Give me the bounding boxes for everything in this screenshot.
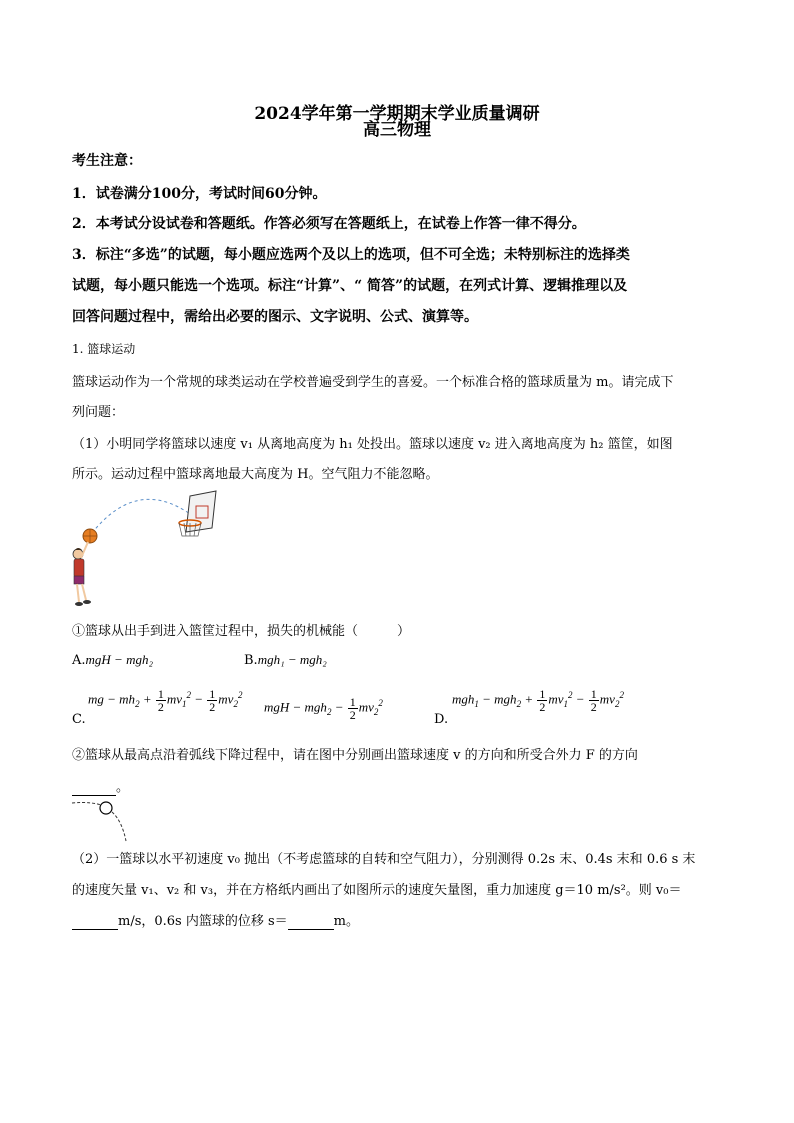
- part-1-line-2: 所示。运动过程中篮球离地最大高度为 H。空气阻力不能忽略。: [72, 467, 439, 482]
- notice-item-3-line-2: 试题，每小题只能选一个选项。标注“计算”、“ 简答”的试题，在列式计算、逻辑推理以及: [72, 278, 628, 294]
- player-jersey: [74, 559, 84, 577]
- answer-period: 。: [116, 780, 130, 795]
- part-2-line-2: 的速度矢量 v₁、v₂ 和 v₃，并在方格纸内画出了如图所示的速度矢量图，重力加速度 g＝10 m/s²。则 v₀＝: [72, 883, 682, 898]
- answer-line-direction[interactable]: [72, 776, 129, 796]
- page-subtitle: 高三物理: [363, 120, 431, 140]
- option-b[interactable]: [244, 652, 327, 668]
- notice-item-3-line-1: 3．标注“多选”的试题，每小题应选两个及以上的选项，但不可全选；未特别标注的选择类: [72, 247, 630, 263]
- option-d-label[interactable]: D.: [434, 712, 449, 727]
- question-1-intro-line-2: 列问题：: [72, 405, 125, 420]
- notice-heading: 考生注意：: [72, 153, 142, 169]
- ball-trajectory: [92, 499, 198, 533]
- notice-item-2: 2．本考试分设试卷和答题纸。作答必须写在答题纸上，在试卷上作答一律不得分。: [72, 216, 586, 232]
- notice-item-3-line-3: 回答问题过程中，需给出必要的图示、文字说明、公式、演算等。: [72, 309, 478, 325]
- option-a[interactable]: [72, 652, 153, 668]
- option-b-formula: mgh₁ − mgh₂: [257, 652, 327, 667]
- basketball-shot-figure: [70, 488, 230, 613]
- part-2-line-1: （2）一篮球以水平初速度 v₀ 抛出（不考虑篮球的自转和空气阻力），分别测得 0.2s 末、0.4s 末和 0.6 s 末: [72, 852, 696, 867]
- notice-item-1: 1．试卷满分100分，考试时间60分钟。: [72, 186, 327, 202]
- option-a-label: A.: [72, 653, 86, 668]
- sub-question-2: ②篮球从最高点沿着弧线下降过程中，请在图中分别画出篮球速度 v 的方向和所受合外力 F 的方向: [72, 748, 638, 763]
- v0-answer-blank[interactable]: [72, 914, 118, 930]
- part-2-line-3-text-b: m。: [333, 914, 359, 929]
- option-a-formula: mgH − mgh₂: [85, 652, 153, 667]
- question-1-heading: 1. 篮球运动: [72, 342, 136, 356]
- question-1-intro-line-1: 篮球运动作为一个常规的球类运动在学校普遍受到学生的喜爱。一个标准合格的篮球质量为 m。请完成下: [72, 375, 674, 390]
- part-2-line-3: [72, 910, 359, 930]
- displacement-answer-blank[interactable]: [288, 914, 334, 930]
- part-2-line-3-text-a: m/s，0.6s 内篮球的位移 s＝: [118, 914, 288, 929]
- option-c-label[interactable]: C.: [72, 712, 86, 727]
- option-b-label: B.: [244, 653, 258, 668]
- ball-marker: [100, 802, 112, 814]
- option-d-formula: mgh$_1$ − mgh$_2$ + $\frac{1}{2}$ $mv_1^2$ − $\frac{1}{2}$ $mv_2^2$: [452, 687, 624, 714]
- answer-blank[interactable]: [72, 780, 116, 796]
- descending-arc-diagram: [72, 797, 132, 845]
- sub-question-1: ①篮球从出手到进入篮筐过程中，损失的机械能（ ）: [72, 624, 411, 639]
- part-1-line-1: （1）小明同学将篮球以速度 v₁ 从离地高度为 h₁ 处投出。篮球以速度 v₂ 进入离地高度为 h₂ 篮筐，如图: [72, 437, 673, 452]
- option-c-alt-formula: mgH − mgh$_2$ − $\frac{1}{2}$ $mv_2^2$: [264, 695, 383, 722]
- page-title: 2024学年第一学期期末学业质量调研: [254, 104, 540, 124]
- option-c-formula: mg − $mh_2$ + $\frac{1}{2}$ $mv_1^2$ − $\frac{1}{2}$ $mv_2^2$: [88, 687, 243, 714]
